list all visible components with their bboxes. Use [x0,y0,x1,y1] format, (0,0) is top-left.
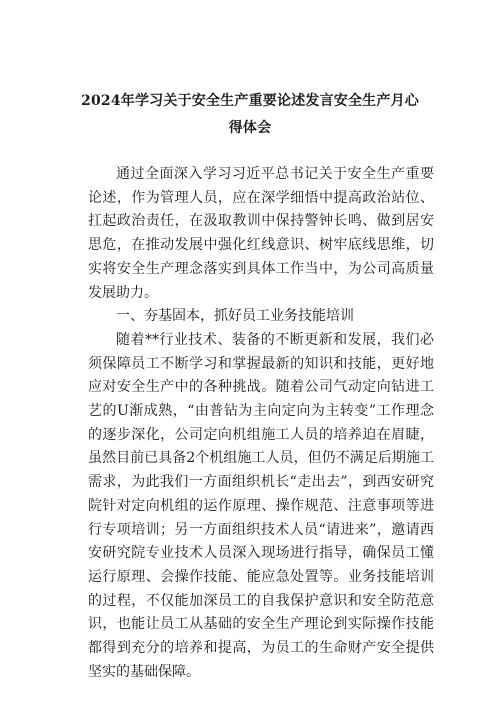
intro-paragraph: 通过全面深入学习习近平总书记关于安全生产重要论述，作为管理人员，应在深学细悟中提高政治站位、扛起政治责任，在汲取教训中保持警钟长鸣、做到居安思危，在推动发展中强化红线意识、树牢底线思维，切实将安全生产理念落实到具体工作当中，为公司高质量发展助力。 [88,166,434,301]
document-body [88,163,434,684]
section-heading-1: 一、夯基固本，抓好员工业务技能培训 [116,308,354,325]
body-paragraph: 随着**行业技术、装备的不断更新和发展，我们必须保障员工不断学习和掌握最新的知识和技能，更好地应对安全生产中的各种挑战。随着公司气动定向钻进工艺的U渐成熟，“由普钻为主向定向为主转变”工作理念的逐步深化，公司定向机组施工人员的培养迫在眉睫，虽然目前已具备2个机组施工人员，但仍不满足后期施工需求，为此我们一方面组织机长“走出去”，到西安研究院针对定向机组的运作原理、操作规范、注意事项等进行专项培训；另一方面组织技术人员“请进来”，邀请西安研究院专业技术人员深入现场进行指导，确保员工懂运行原理、会操作技能、能应急处置等。业务技能培训的过程，不仅能加深员工的自我保护意识和安全防范意识，也能让员工从基础的安全生产理论到实际操作技能都得到充分的培养和提高，为员工的生命财产安全提供坚实的基础保障。 [88,331,434,680]
document-title-line-2: 得体会 [228,120,272,136]
document-title-line-1: 2024年学习关于安全生产重要论述发言安全生产月心 [81,93,419,109]
